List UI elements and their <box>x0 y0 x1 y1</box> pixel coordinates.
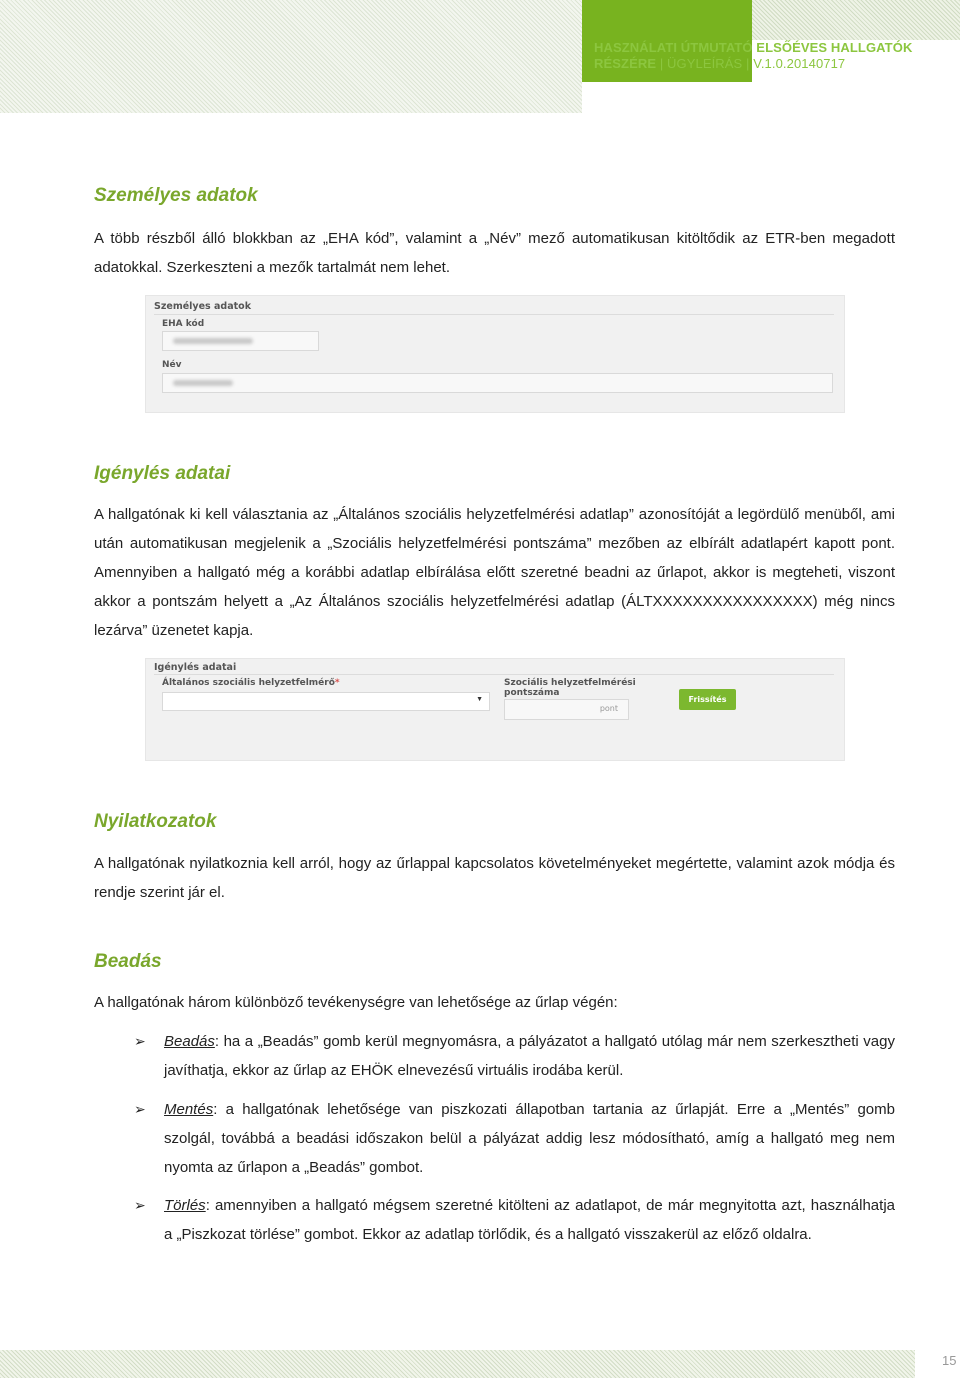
header-line1: HASZNÁLATI ÚTMUTATÓ ELSŐÉVES HALLGATÓK <box>594 40 913 55</box>
term-save: Mentés <box>164 1101 214 1118</box>
eha-label: EHA kód <box>162 319 205 329</box>
section-text-declarations: A hallgatónak nyilatkoznia kell arról, hogy az űrlappal kapcsolatos követelményeket megértette, valamint azok módja és rendje szerint jár el. <box>94 855 895 901</box>
shot-divider <box>154 674 834 675</box>
questionnaire-select[interactable] <box>162 692 490 711</box>
list-item-text <box>164 1095 895 1182</box>
score-field <box>504 699 629 720</box>
arrow-bullet-icon: ➢ <box>134 1197 146 1213</box>
section-title-declarations: Nyilatkozatok <box>94 811 217 832</box>
term-description: : ha a „Beadás” gomb kerül megnyomásra, a pályázatot a hallgató utólag már nem szerkesztheti vagy javíthatja, ekkor az űrlap az EHÖK elnevezésű virtuális irodába kerül. <box>164 1033 895 1079</box>
header-title <box>594 40 954 72</box>
section-title-personal: Személyes adatok <box>94 185 258 206</box>
header-doc-type: ÜGYLEÍRÁS <box>667 56 743 71</box>
screenshot-request-data <box>145 658 845 761</box>
header-separator: | <box>656 56 668 71</box>
term-submit: Beadás <box>164 1033 215 1050</box>
footer-pattern <box>0 1350 915 1378</box>
score-unit: pont <box>599 704 618 713</box>
term-delete: Törlés <box>164 1197 206 1214</box>
shot-heading: Személyes adatok <box>154 301 252 312</box>
term-description: : a hallgatónak lehetősége van piszkozati állapotban tartania az űrlapját. Erre a „Mentés” gomb szolgál, továbbá a beadási időszakon belül a pályázat addig lesz módosítható, amíg a hallgató meg nem nyomta az űrlapon a „Beadás” gombot. <box>164 1101 895 1176</box>
redacted-value <box>173 380 233 386</box>
nev-field[interactable] <box>162 373 833 393</box>
refresh-button[interactable]: Frissítés <box>679 689 736 710</box>
redacted-value <box>173 338 253 344</box>
shot-divider <box>154 314 834 315</box>
header-line2 <box>594 56 954 72</box>
section-text-personal: A több részből álló blokkban az „EHA kód”, valamint a „Név” mező automatikusan kitöltődik az ETR-ben megadott adatokkal. Szerkeszteni a mezők tartalmát nem lehet. <box>94 230 895 276</box>
arrow-bullet-icon: ➢ <box>134 1101 146 1117</box>
arrow-bullet-icon: ➢ <box>134 1033 146 1049</box>
page-number: 15 <box>942 1353 957 1368</box>
header-pattern <box>0 0 582 113</box>
eha-field[interactable] <box>162 331 319 351</box>
section-title-request: Igénylés adatai <box>94 463 231 484</box>
select-label: Általános szociális helyzetfelmérő* <box>162 678 340 688</box>
section-intro-submission: A hallgatónak három különböző tevékenységre van lehetősége az űrlap végén: <box>94 994 618 1011</box>
header-separator: | <box>742 56 754 71</box>
term-description: : amennyiben a hallgató mégsem szeretné kitölteni az adatlapot, de már megnyitotta azt, használhatja a „Piszkozat törlése” gombot. Ekkor az adatlap törlődik, és a hallgató visszakerül az előző oldalra. <box>164 1197 895 1243</box>
score-label: Szociális helyzetfelmérési pontszáma <box>504 678 636 698</box>
header-pattern-right <box>752 0 960 40</box>
list-item-text <box>164 1191 895 1249</box>
screenshot-personal-data <box>145 295 845 413</box>
shot-heading: Igénylés adatai <box>154 662 237 673</box>
section-title-submission: Beadás <box>94 951 162 972</box>
nev-label: Név <box>162 360 182 370</box>
section-text-request: A hallgatónak ki kell választania az „Általános szociális helyzetfelmérési adatlap” azonosítóját a legördülő menüből, ami után automatikusan megjelenik a „Szociális helyzetfelmérési pontszáma” mezőben az elbírált adatlapért kapott pont. Amennyiben a hallgató még a korábbi adatlap elbírálása előtt szeretné beadni az űrlapot, akkor is megteheti, viszont akkor a pontszám helyett a „Az Általános szociális helyzetfelmérési adatlap (ÁLTXXXXXXXXXXXXXXXX) még nincs lezárva” üzenetet kapja. <box>94 506 895 639</box>
chevron-down-icon: ▼ <box>476 696 483 703</box>
header-version: V.1.0.20140717 <box>753 56 846 71</box>
list-item-text <box>164 1027 895 1085</box>
header-recipient: RÉSZÉRE <box>594 56 657 71</box>
